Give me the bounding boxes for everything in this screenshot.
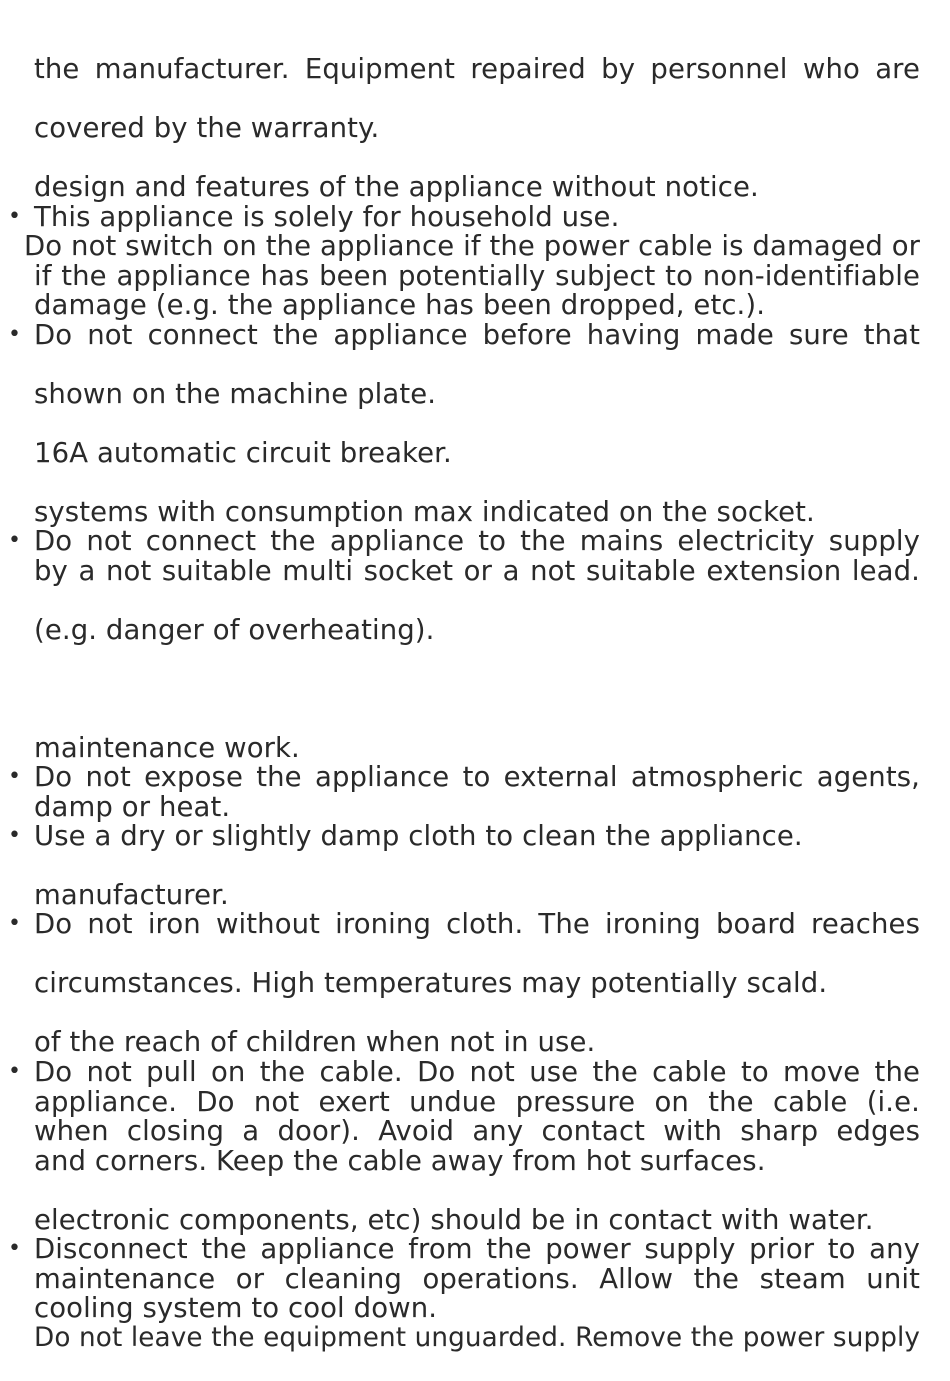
bullet-icon: • — [8, 823, 21, 848]
text-line: maintenance work. — [34, 732, 300, 764]
text-line: appliance. Do not exert undue pressure on the cable (i.e. — [34, 1086, 920, 1118]
text-line: circumstances. High temperatures may potentially scald. — [34, 967, 828, 999]
text-line: by a not suitable multi socket or a not suitable extension lead. — [34, 555, 920, 587]
text-line: (e.g. danger of overheating). — [34, 614, 435, 646]
text-line: if the appliance has been potentially subject to non-identifiable — [34, 260, 920, 292]
text-line: shown on the machine plate. — [34, 378, 437, 410]
text-line: and corners. Keep the cable away from hot surfaces. — [34, 1145, 766, 1177]
bullet-icon: • — [8, 911, 21, 936]
text-line: Do not leave the equipment unguarded. Remove the power supply — [34, 1323, 920, 1353]
text-line: Disconnect the appliance from the power supply prior to any — [34, 1233, 920, 1265]
text-line: electronic components, etc) should be in contact with water. — [34, 1204, 874, 1236]
bullet-icon: • — [8, 322, 21, 347]
text-line: cooling system to cool down. — [34, 1292, 438, 1324]
text-line: maintenance or cleaning operations. Allow the steam unit — [34, 1263, 920, 1295]
text-line: damp or heat. — [34, 791, 231, 823]
bullet-icon: • — [8, 528, 21, 553]
text-line: of the reach of children when not in use. — [34, 1026, 596, 1058]
text-line: Use a dry or slightly damp cloth to clean the appliance. — [34, 820, 803, 852]
text-line: Do not switch on the appliance if the power cable is damaged or — [24, 230, 921, 262]
bullet-icon: • — [8, 204, 21, 229]
text-line: Do not iron without ironing cloth. The ironing board reaches — [34, 908, 920, 940]
text-line: Do not connect the appliance to the mains electricity supply — [34, 525, 920, 557]
text-line: when closing a door). Avoid any contact with sharp edges — [34, 1115, 920, 1147]
text-line: Do not expose the appliance to external atmospheric agents, — [34, 761, 920, 793]
text-line: This appliance is solely for household use. — [34, 201, 620, 233]
bullet-icon: • — [8, 764, 21, 789]
text-line: manufacturer. — [34, 879, 229, 911]
text-line: systems with consumption max indicated on the socket. — [34, 496, 815, 528]
text-line: design and features of the appliance without notice. — [34, 171, 759, 203]
text-line: Do not connect the appliance before having made sure that — [34, 319, 920, 351]
bullet-icon: • — [8, 1059, 21, 1084]
text-line: Do not pull on the cable. Do not use the cable to move the — [34, 1056, 920, 1088]
text-line: the manufacturer. Equipment repaired by personnel who are — [34, 53, 920, 85]
text-line: 16A automatic circuit breaker. — [34, 437, 452, 469]
text-line: covered by the warranty. — [34, 112, 380, 144]
bullet-icon: • — [8, 1236, 21, 1261]
text-line: damage (e.g. the appliance has been dropped, etc.). — [34, 289, 766, 321]
